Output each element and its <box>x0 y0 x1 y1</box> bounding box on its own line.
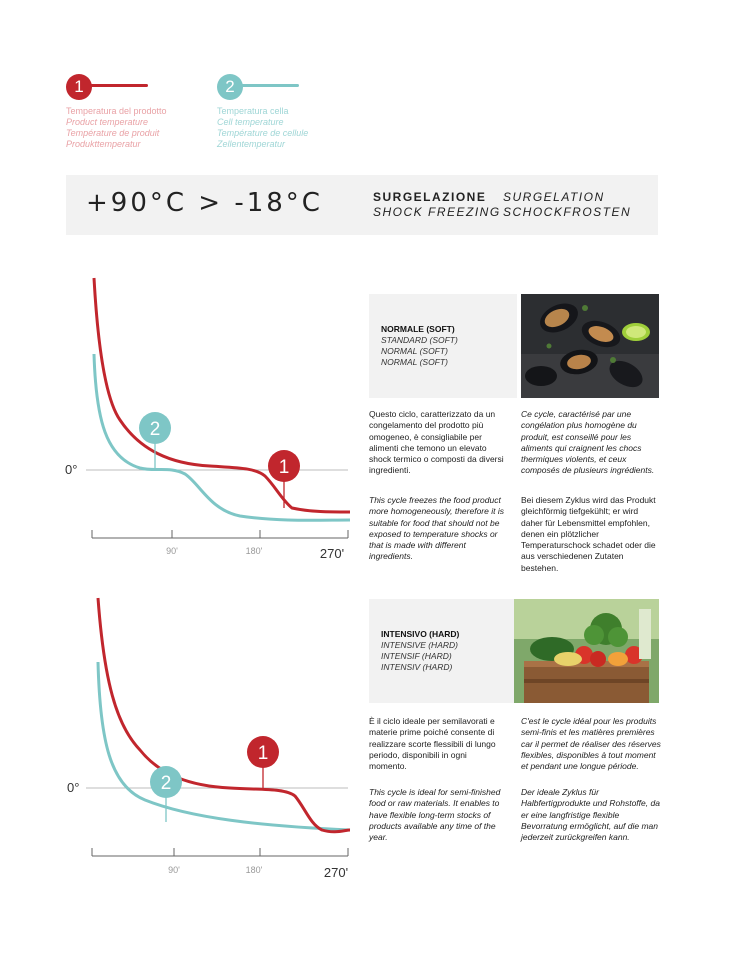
legend-cell-temperature <box>217 72 357 150</box>
product-temperature-curve <box>94 278 350 512</box>
hard-description-de: Der ideale Zyklus für Halbfertigprodukte und Rohstoffe, da er eine langfristige flexible Bevorratung ermöglicht, auf die man jederzeit zurückgreifen kann. <box>521 787 660 843</box>
tick-label-270: 270' <box>323 865 349 880</box>
zero-degree-label: 0° <box>67 780 80 795</box>
hard-description-it: È il ciclo ideale per semilavorati e materie prime poiché consente di realizzare scorte flessibili di lungo periodo, disponibili in ogni momento. <box>369 716 496 772</box>
soft-cycle-title-box <box>369 294 517 398</box>
zero-degree-label: 0° <box>65 462 78 477</box>
cycle-subtitle-fr: INTENSIF (HARD) <box>381 651 452 661</box>
legend-label-en: Product temperature <box>66 117 149 127</box>
legend-label-fr: Température de cellule <box>217 128 309 138</box>
cycle-subtitle-en: STANDARD (SOFT) <box>381 335 458 345</box>
legend-label-it: Temperatura cella <box>217 106 289 116</box>
legend-label-it: Temperatura del prodotto <box>66 106 167 116</box>
hard-cycle-chart <box>60 590 360 890</box>
legend-label-fr: Température de produit <box>66 128 160 138</box>
soft-description-it: Questo ciclo, caratterizzato da un congelamento del prodotto più omogeneo, è consigliabile per alimenti che temono un elevato shock termico o composti da diversi ingredienti. <box>369 409 504 476</box>
mode-label-it: SURGELAZIONE <box>373 190 487 204</box>
mode-label-fr: SURGELATION <box>503 190 605 204</box>
vegetables-photo <box>514 599 659 703</box>
mussels-photo <box>521 294 659 398</box>
shock-freezing-header <box>66 175 658 235</box>
legend-label-de: Zellentemperatur <box>217 139 286 149</box>
temperature-range: +90°C > -18°C <box>86 188 323 218</box>
tick-label-90: 90' <box>166 546 178 556</box>
marker-1-label: 1 <box>257 743 269 764</box>
product-curve-swatch <box>88 84 148 87</box>
soft-description-en: This cycle freezes the food product more homogeneously, therefore it is suitable for food that should not be exposed to temperature shocks or that is made with different ingredients. <box>369 495 504 562</box>
soft-description-de: Bei diesem Zyklus wird das Produkt gleichförmig tiefgekühlt; er wird daher für Lebensmittel empfohlen, denen ein plötzlicher Temperaturschock schadet oder die aus verschiedenen Zutaten bestehen. <box>521 495 656 573</box>
tick-label-270: 270' <box>319 546 345 561</box>
cycle-title: INTENSIVO (HARD) <box>381 629 460 639</box>
hard-description-en: This cycle is ideal for semi-finished food or raw materials. It enables to have flexible long-term stocks of products available any time of the year. <box>369 787 501 843</box>
soft-description-fr: Ce cycle, caractérisé par une congélation plus homogène du produit, est conseillé pour les aliments qui craignent les chocs thermiques violents, et ceux composés de plusieurs ingrédients. <box>521 409 655 476</box>
legend-label-de: Produkttemperatur <box>66 139 141 149</box>
marker-2-label: 2 <box>149 419 161 440</box>
tick-label-180: 180' <box>245 865 263 875</box>
cycle-subtitle-fr: NORMAL (SOFT) <box>381 346 448 356</box>
cell-curve-swatch <box>239 84 299 87</box>
tick-label-90: 90' <box>168 865 180 875</box>
cycle-subtitle-de: NORMAL (SOFT) <box>381 357 448 367</box>
marker-1-label: 1 <box>278 457 290 478</box>
mode-label-de: SCHOCKFROSTEN <box>503 205 632 219</box>
legend-product-temperature <box>66 72 206 150</box>
marker-1-badge: 1 <box>66 74 92 100</box>
cycle-title: NORMALE (SOFT) <box>381 324 455 334</box>
cycle-subtitle-en: INTENSIVE (HARD) <box>381 640 458 650</box>
mode-labels-fr-de <box>503 190 631 220</box>
soft-cycle-chart <box>60 270 360 570</box>
hard-cycle-title-box <box>369 599 517 703</box>
cycle-subtitle-de: INTENSIV (HARD) <box>381 662 453 672</box>
marker-2-badge: 2 <box>217 74 243 100</box>
legend-label-en: Cell temperature <box>217 117 284 127</box>
mode-label-en: SHOCK FREEZING <box>373 205 501 219</box>
mode-labels-it-en <box>373 190 501 220</box>
marker-2-label: 2 <box>160 773 172 794</box>
tick-label-180: 180' <box>245 546 263 556</box>
hard-description-fr: C'est le cycle idéal pour les produits semi-finis et les matières premières car il permet de réaliser des réserves flexibles, disponibles à tout moment et pendant une longue période. <box>521 716 661 772</box>
